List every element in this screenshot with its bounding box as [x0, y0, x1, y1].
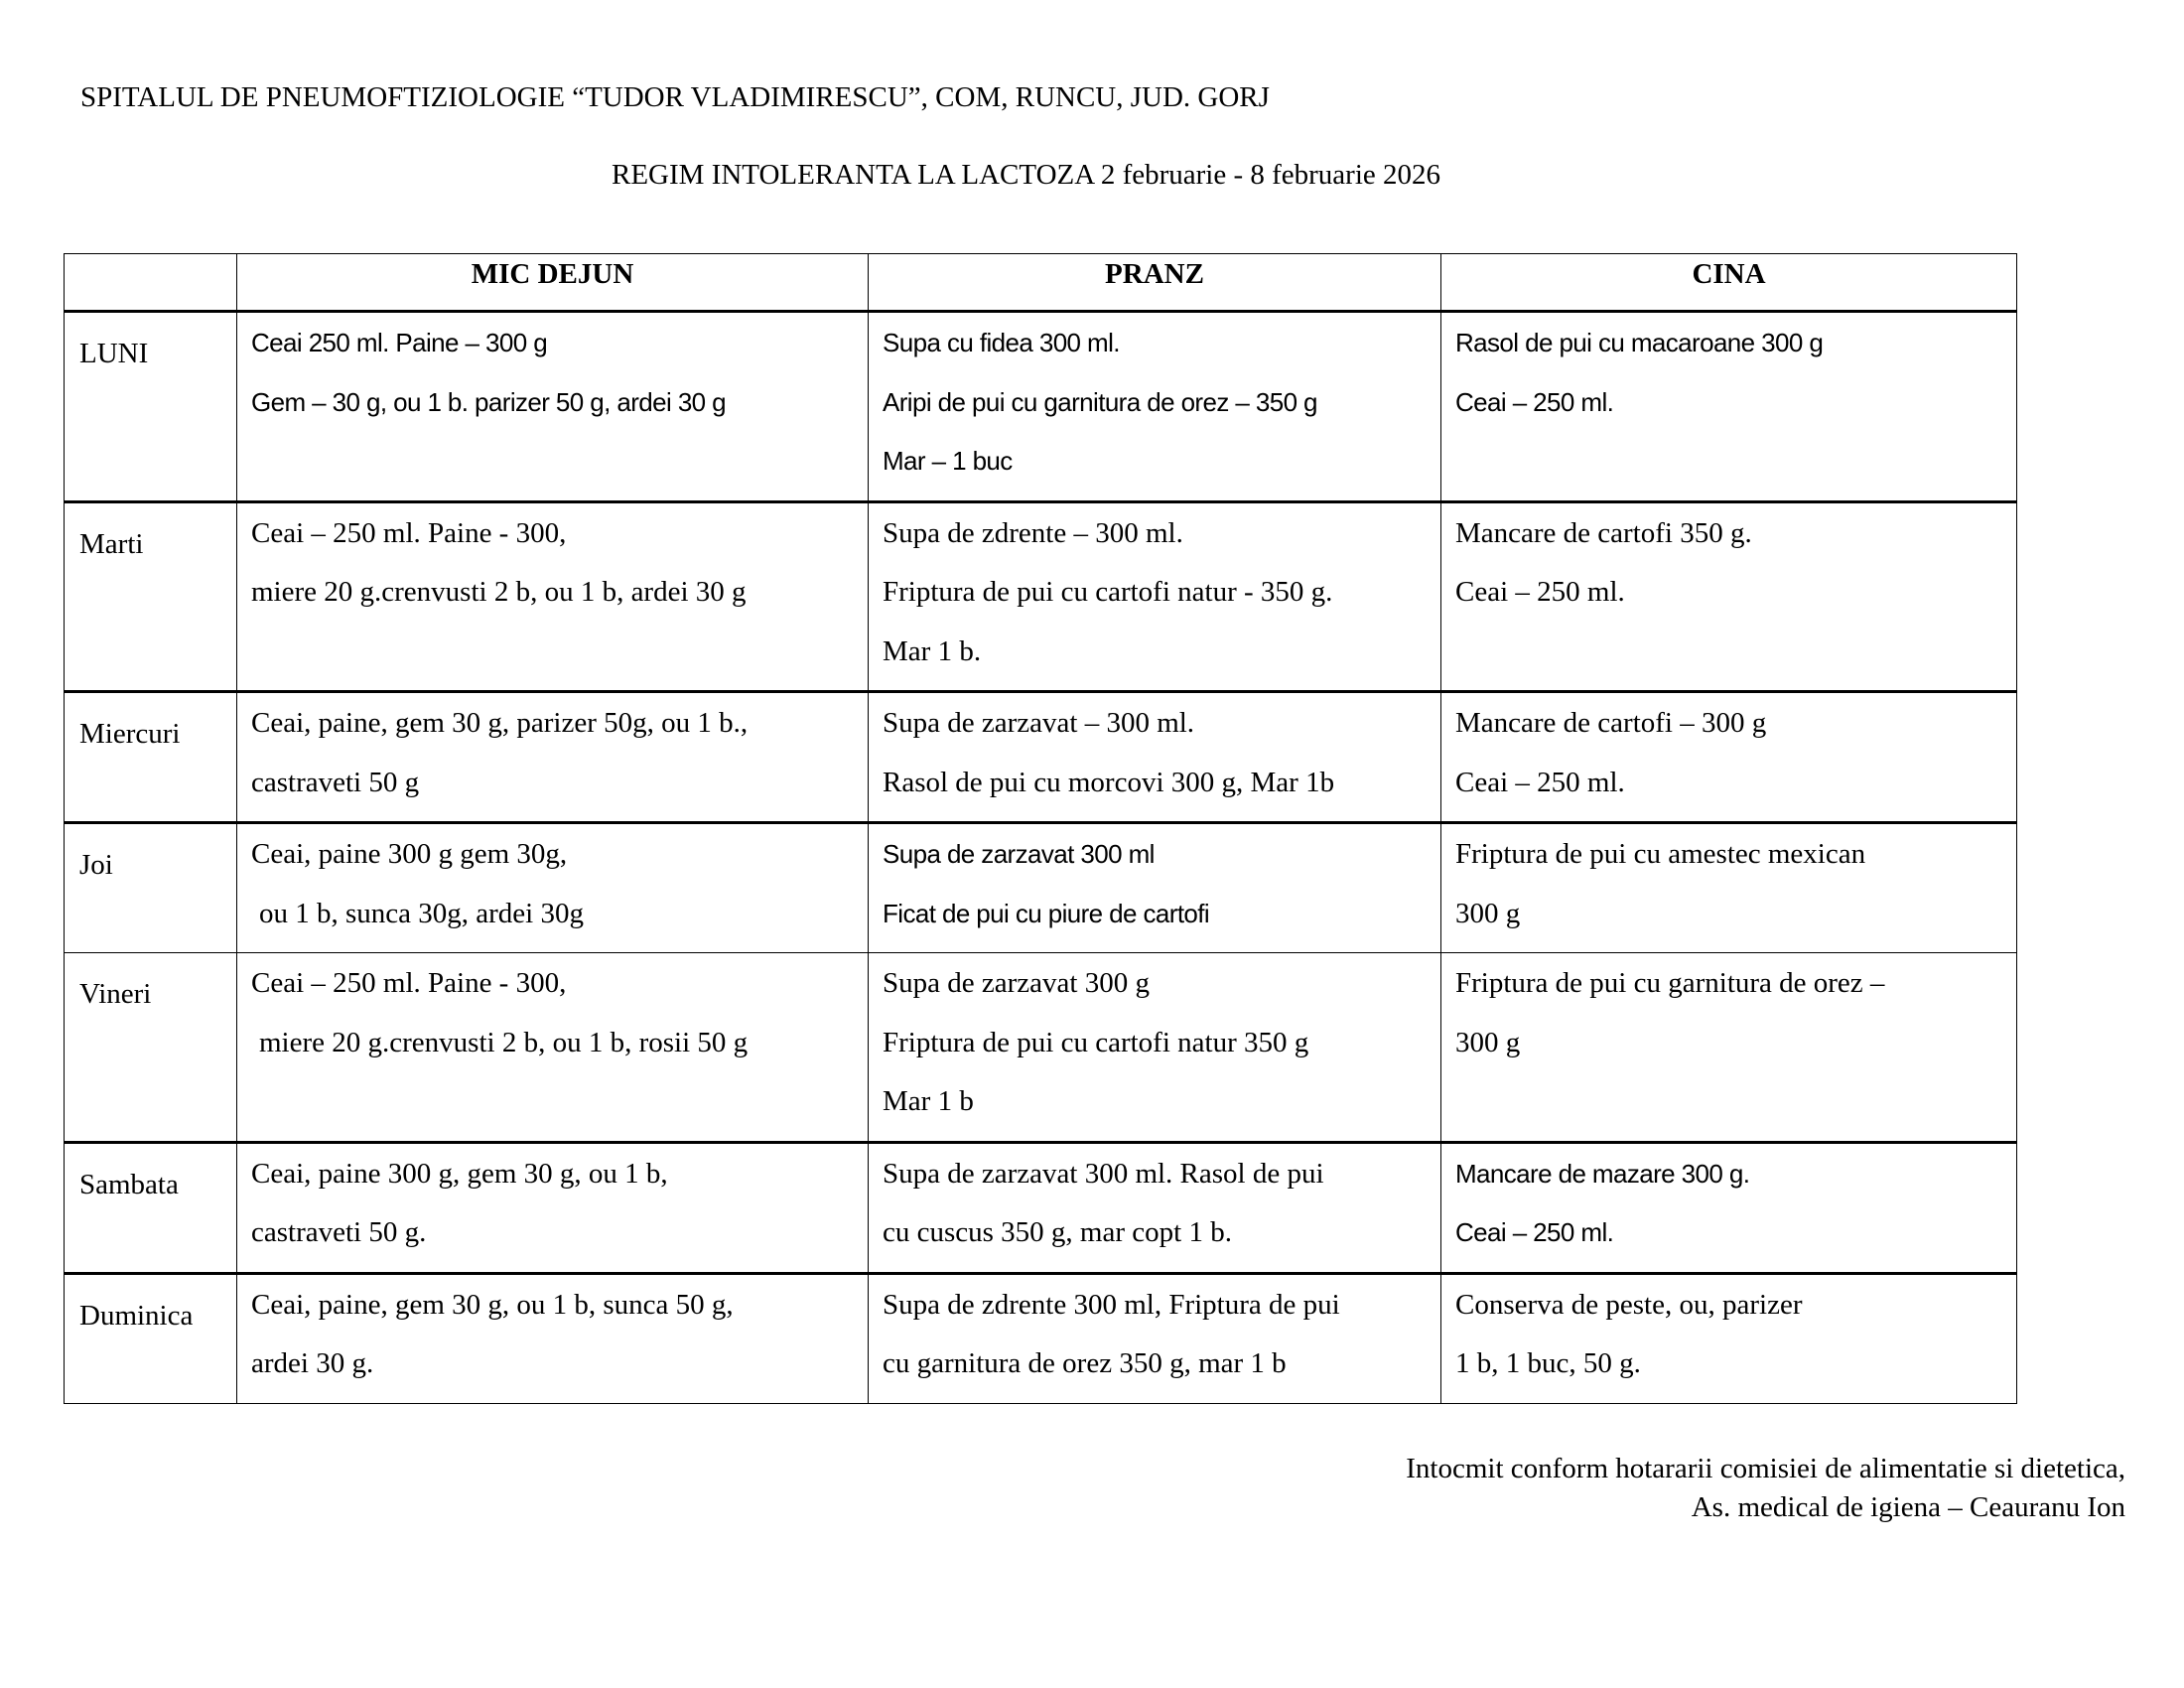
cell-line: 300 g [1455, 1026, 1521, 1058]
table-row [65, 1273, 2017, 1403]
cell-line: Conserva de peste, ou, parizer [1455, 1288, 1803, 1321]
cell-line: castraveti 50 g. [251, 1216, 427, 1248]
cell-line: Ceai 250 ml. Paine – 300 g [251, 328, 548, 357]
cell-line: Supa de zdrente 300 ml, Friptura de pui [883, 1288, 1340, 1321]
cell-line: Rasol de pui cu morcovi 300 g, Mar 1b [883, 766, 1335, 798]
document-title: REGIM INTOLERANTA LA LACTOZA 2 februarie - 8 februarie 2026 [612, 159, 1441, 191]
cell-line: Supa de zdrente – 300 ml. [883, 516, 1183, 549]
meal-plan-table [64, 253, 2017, 1404]
cell-line: Mar – 1 buc [883, 446, 1013, 476]
table-header-row [65, 254, 2017, 312]
day-cell: LUNI [65, 312, 237, 502]
mic-dejun-cell [237, 312, 869, 502]
cell-line: Friptura de pui cu amestec mexican [1455, 838, 1866, 870]
day-cell: Sambata [65, 1142, 237, 1273]
column-header-cina: CINA [1441, 254, 2017, 312]
cell-line: ardei 30 g. [251, 1347, 374, 1379]
cell-line: Mancare de mazare 300 g. [1455, 1158, 1750, 1189]
cell-line: Supa cu fidea 300 ml. [883, 328, 1120, 357]
cina-cell [1441, 1273, 2017, 1403]
column-header-pranz: PRANZ [869, 254, 1441, 312]
cell-line: Ceai – 250 ml. [1455, 1217, 1614, 1247]
cell-line: Ceai – 250 ml. [1455, 576, 1625, 608]
cell-line: Mancare de cartofi 350 g. [1455, 516, 1752, 549]
cell-line: miere 20 g.crenvusti 2 b, ou 1 b, rosii 50 g [259, 1026, 749, 1058]
cell-line: miere 20 g.crenvusti 2 b, ou 1 b, ardei 30 g [251, 576, 747, 608]
cell-line: Mancare de cartofi – 300 g [1455, 707, 1767, 739]
cell-line: Rasol de pui cu macaroane 300 g [1455, 328, 1824, 357]
column-header-day [65, 254, 237, 312]
cell-line: Ceai – 250 ml. [1455, 386, 1614, 417]
cell-line: Mar 1 b. [883, 634, 982, 667]
table-row [65, 692, 2017, 823]
cell-line: Friptura de pui cu cartofi natur 350 g [883, 1026, 1309, 1058]
cell-line: Supa de zarzavat 300 ml [883, 839, 1155, 869]
pranz-cell [869, 953, 1441, 1143]
pranz-cell [869, 823, 1441, 953]
cell-line: Supa de zarzavat 300 ml. Rasol de pui [883, 1157, 1324, 1190]
cell-line: Gem – 30 g, ou 1 b. parizer 50 g, ardei 30 g [251, 386, 727, 417]
cina-cell [1441, 1142, 2017, 1273]
table-row [65, 1142, 2017, 1273]
cell-line: Ceai – 250 ml. [1455, 766, 1625, 798]
pranz-cell [869, 692, 1441, 823]
pranz-cell [869, 1142, 1441, 1273]
institution-header: SPITALUL DE PNEUMOFTIZIOLOGIE “TUDOR VLADIMIRESCU”, COM, RUNCU, JUD. GORJ [80, 81, 1270, 113]
mic-dejun-cell [237, 823, 869, 953]
cell-line: Ficat de pui cu piure de cartofi [883, 898, 1210, 928]
cell-line: Aripi de pui cu garnitura de orez – 350 g [883, 386, 1317, 417]
pranz-cell [869, 501, 1441, 692]
mic-dejun-cell [237, 953, 869, 1143]
table-row [65, 823, 2017, 953]
cell-line: Ceai, paine 300 g gem 30g, [251, 838, 568, 870]
cell-line: Ceai, paine, gem 30 g, ou 1 b, sunca 50 g, [251, 1288, 734, 1321]
cell-line: Friptura de pui cu cartofi natur - 350 g. [883, 576, 1333, 608]
footer-signatory: As. medical de igiena – Ceauranu Ion [1691, 1491, 2125, 1523]
cell-line: Ceai, paine, gem 30 g, parizer 50g, ou 1 b., [251, 707, 749, 739]
column-header-mic-dejun: MIC DEJUN [237, 254, 869, 312]
cell-line: Friptura de pui cu garnitura de orez – [1455, 967, 1885, 999]
day-cell: Marti [65, 501, 237, 692]
cell-line: cu garnitura de orez 350 g, mar 1 b [883, 1347, 1287, 1379]
day-cell: Duminica [65, 1273, 237, 1403]
cell-line: Supa de zarzavat 300 g [883, 967, 1150, 999]
table-row [65, 312, 2017, 502]
day-cell: Joi [65, 823, 237, 953]
cell-line: Ceai – 250 ml. Paine - 300, [251, 516, 567, 549]
mic-dejun-cell [237, 1142, 869, 1273]
mic-dejun-cell [237, 1273, 869, 1403]
table-row [65, 953, 2017, 1143]
cina-cell [1441, 692, 2017, 823]
cell-line: 1 b, 1 buc, 50 g. [1455, 1347, 1641, 1379]
pranz-cell [869, 312, 1441, 502]
table-row [65, 501, 2017, 692]
cell-line: cu cuscus 350 g, mar copt 1 b. [883, 1216, 1232, 1248]
cell-line: castraveti 50 g [251, 766, 420, 798]
pranz-cell [869, 1273, 1441, 1403]
day-cell: Miercuri [65, 692, 237, 823]
cina-cell [1441, 501, 2017, 692]
cell-line: 300 g [1455, 897, 1521, 929]
cell-line: Supa de zarzavat – 300 ml. [883, 707, 1195, 739]
cell-line: Mar 1 b [883, 1085, 974, 1117]
cell-line: ou 1 b, sunca 30g, ardei 30g [259, 897, 584, 929]
mic-dejun-cell [237, 501, 869, 692]
cell-line: Ceai, paine 300 g, gem 30 g, ou 1 b, [251, 1157, 668, 1190]
footer-approval-note: Intocmit conform hotararii comisiei de alimentatie si dietetica, [1406, 1453, 2125, 1484]
day-cell: Vineri [65, 953, 237, 1143]
cell-line: Ceai – 250 ml. Paine - 300, [251, 967, 567, 999]
cina-cell [1441, 312, 2017, 502]
mic-dejun-cell [237, 692, 869, 823]
cina-cell [1441, 953, 2017, 1143]
cina-cell [1441, 823, 2017, 953]
